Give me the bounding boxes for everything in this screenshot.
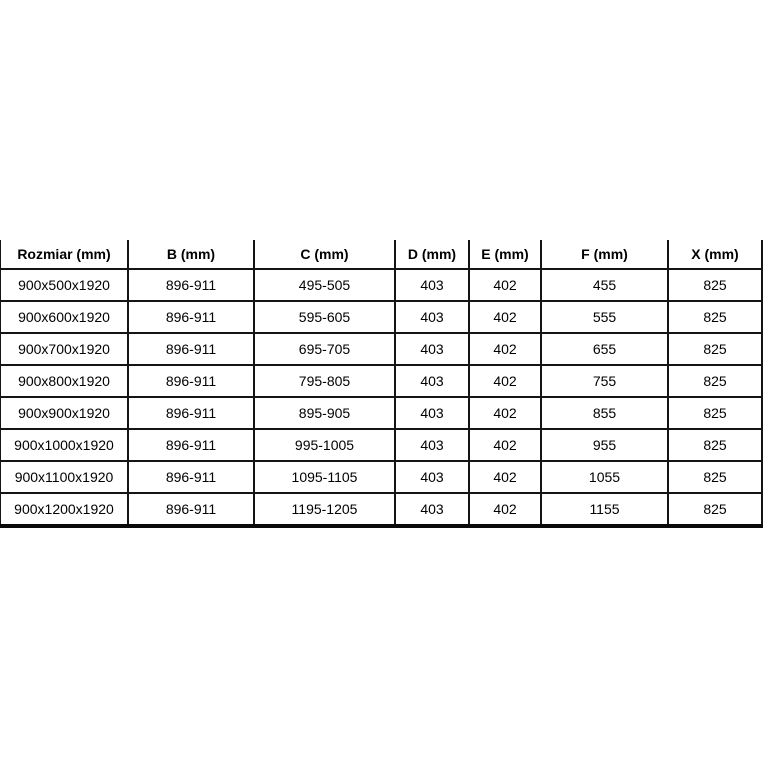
table-cell: 825 <box>668 429 762 461</box>
header-row <box>0 240 762 269</box>
table-cell: 403 <box>395 365 469 397</box>
table-cell: 403 <box>395 333 469 365</box>
table-cell: 402 <box>469 493 541 526</box>
table-cell: 896-911 <box>128 429 254 461</box>
table-cell: 403 <box>395 397 469 429</box>
table-row <box>0 365 762 397</box>
table-cell: 995-1005 <box>254 429 395 461</box>
dimensions-table <box>0 240 763 528</box>
table-cell: 896-911 <box>128 333 254 365</box>
column-header-rozmiar: Rozmiar (mm) <box>0 240 128 269</box>
table-body <box>0 269 762 526</box>
column-header-e: E (mm) <box>469 240 541 269</box>
table-cell: 896-911 <box>128 461 254 493</box>
table-cell: 402 <box>469 429 541 461</box>
table-row <box>0 429 762 461</box>
column-header-f: F (mm) <box>541 240 668 269</box>
table-cell: 900x500x1920 <box>0 269 128 301</box>
table-cell: 402 <box>469 269 541 301</box>
table-cell: 755 <box>541 365 668 397</box>
column-header-b: B (mm) <box>128 240 254 269</box>
table-row <box>0 397 762 429</box>
table-cell: 595-605 <box>254 301 395 333</box>
table-cell: 403 <box>395 493 469 526</box>
table-cell: 900x1100x1920 <box>0 461 128 493</box>
table-cell: 896-911 <box>128 269 254 301</box>
table-cell: 896-911 <box>128 397 254 429</box>
table-cell: 895-905 <box>254 397 395 429</box>
table-cell: 402 <box>469 301 541 333</box>
table-cell: 896-911 <box>128 365 254 397</box>
table-cell: 825 <box>668 397 762 429</box>
table-cell: 795-805 <box>254 365 395 397</box>
table-cell: 900x1000x1920 <box>0 429 128 461</box>
table-row <box>0 493 762 526</box>
table-cell: 1155 <box>541 493 668 526</box>
table-cell: 825 <box>668 493 762 526</box>
table-cell: 855 <box>541 397 668 429</box>
table-cell: 900x800x1920 <box>0 365 128 397</box>
table-cell: 402 <box>469 461 541 493</box>
table-row <box>0 333 762 365</box>
table-cell: 1095-1105 <box>254 461 395 493</box>
table-cell: 1195-1205 <box>254 493 395 526</box>
table-cell: 455 <box>541 269 668 301</box>
table-cell: 900x700x1920 <box>0 333 128 365</box>
table-cell: 955 <box>541 429 668 461</box>
table-cell: 402 <box>469 397 541 429</box>
table-cell: 403 <box>395 461 469 493</box>
table-cell: 555 <box>541 301 668 333</box>
column-header-d: D (mm) <box>395 240 469 269</box>
table-cell: 655 <box>541 333 668 365</box>
table-cell: 1055 <box>541 461 668 493</box>
table-cell: 825 <box>668 301 762 333</box>
table-cell: 896-911 <box>128 493 254 526</box>
table-cell: 403 <box>395 269 469 301</box>
table-cell: 825 <box>668 333 762 365</box>
table-cell: 495-505 <box>254 269 395 301</box>
table-cell: 900x600x1920 <box>0 301 128 333</box>
table-cell: 402 <box>469 333 541 365</box>
column-header-x: X (mm) <box>668 240 762 269</box>
table-cell: 825 <box>668 365 762 397</box>
table-cell: 825 <box>668 269 762 301</box>
table-row <box>0 301 762 333</box>
table-cell: 900x1200x1920 <box>0 493 128 526</box>
table-cell: 825 <box>668 461 762 493</box>
table-cell: 695-705 <box>254 333 395 365</box>
table-cell: 900x900x1920 <box>0 397 128 429</box>
table-cell: 402 <box>469 365 541 397</box>
table-cell: 403 <box>395 429 469 461</box>
table-row <box>0 461 762 493</box>
column-header-c: C (mm) <box>254 240 395 269</box>
table-cell: 403 <box>395 301 469 333</box>
table-cell: 896-911 <box>128 301 254 333</box>
table-row <box>0 269 762 301</box>
